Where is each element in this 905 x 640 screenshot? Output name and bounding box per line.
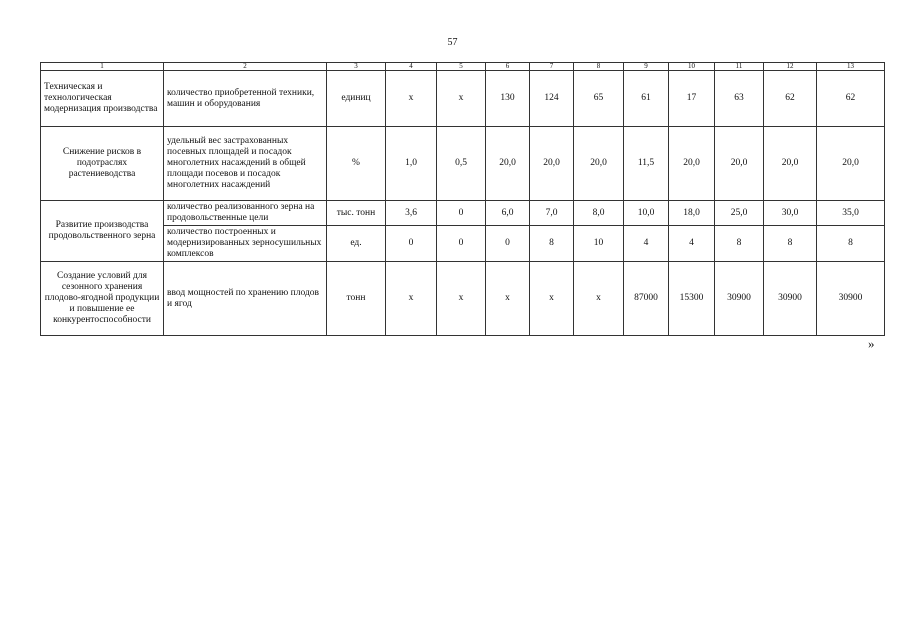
value-cell: 11,5: [624, 127, 669, 201]
value-cell: 8,0: [574, 201, 624, 226]
value-cell: 7,0: [530, 201, 574, 226]
value-cell: 62: [817, 71, 885, 127]
value-cell: 61: [624, 71, 669, 127]
value-cell: 1,0: [386, 127, 437, 201]
column-number: 1: [41, 63, 164, 71]
unit-cell: ед.: [327, 226, 386, 262]
table-row: [41, 71, 885, 127]
value-cell: 4: [669, 226, 715, 262]
value-cell: 30900: [817, 262, 885, 336]
closing-quote: »: [868, 336, 875, 351]
page-number: 57: [447, 37, 458, 48]
column-number: 9: [624, 63, 669, 71]
unit-cell: тыс. тонн: [327, 201, 386, 226]
value-cell: 8: [530, 226, 574, 262]
column-number: 12: [764, 63, 817, 71]
value-cell: 20,0: [530, 127, 574, 201]
value-cell: 20,0: [817, 127, 885, 201]
value-cell: 25,0: [715, 201, 764, 226]
indicator-cell: количество приобретенной техники, машин и оборудования: [164, 71, 327, 127]
value-cell: 30900: [764, 262, 817, 336]
indicators-table: [40, 62, 885, 336]
table-row: [41, 201, 885, 226]
value-cell: х: [530, 262, 574, 336]
goal-cell: Создание условий для сезонного хранения плодово-ягодной продукции и повышение ее конкурентоспособности: [41, 262, 164, 336]
goal-cell: Развитие производства продовольственного зерна: [41, 201, 164, 262]
value-cell: 10,0: [624, 201, 669, 226]
table-row: [41, 127, 885, 201]
value-cell: 0: [437, 226, 486, 262]
value-cell: 87000: [624, 262, 669, 336]
value-cell: 0: [486, 226, 530, 262]
value-cell: х: [386, 71, 437, 127]
value-cell: 20,0: [486, 127, 530, 201]
column-number: 3: [327, 63, 386, 71]
unit-cell: единиц: [327, 71, 386, 127]
value-cell: 30900: [715, 262, 764, 336]
goal-cell: Снижение рисков в подотраслях растениеводства: [41, 127, 164, 201]
column-number: 5: [437, 63, 486, 71]
value-cell: 20,0: [715, 127, 764, 201]
indicator-cell: количество реализованного зерна на продовольственные цели: [164, 201, 327, 226]
value-cell: 4: [624, 226, 669, 262]
indicator-cell: количество построенных и модернизированных зерносушильных комплексов: [164, 226, 327, 262]
value-cell: 17: [669, 71, 715, 127]
value-cell: х: [574, 262, 624, 336]
column-number: 6: [486, 63, 530, 71]
value-cell: 8: [764, 226, 817, 262]
column-number: 2: [164, 63, 327, 71]
value-cell: х: [386, 262, 437, 336]
value-cell: 30,0: [764, 201, 817, 226]
column-number: 10: [669, 63, 715, 71]
value-cell: 20,0: [574, 127, 624, 201]
value-cell: 3,6: [386, 201, 437, 226]
unit-cell: тонн: [327, 262, 386, 336]
indicator-cell: ввод мощностей по хранению плодов и ягод: [164, 262, 327, 336]
value-cell: 0: [386, 226, 437, 262]
unit-cell: %: [327, 127, 386, 201]
value-cell: 6,0: [486, 201, 530, 226]
value-cell: 10: [574, 226, 624, 262]
value-cell: 0: [437, 201, 486, 226]
column-number: 4: [386, 63, 437, 71]
value-cell: 130: [486, 71, 530, 127]
value-cell: 8: [817, 226, 885, 262]
value-cell: 8: [715, 226, 764, 262]
value-cell: 65: [574, 71, 624, 127]
table-row: [41, 262, 885, 336]
value-cell: 124: [530, 71, 574, 127]
value-cell: 20,0: [669, 127, 715, 201]
value-cell: 63: [715, 71, 764, 127]
column-number: 7: [530, 63, 574, 71]
indicator-cell: удельный вес застрахованных посевных площадей и посадок многолетних насаждений в общей площади посевов и посадок многолетних насаждений: [164, 127, 327, 201]
value-cell: 20,0: [764, 127, 817, 201]
value-cell: 15300: [669, 262, 715, 336]
table-row: [41, 226, 885, 262]
goal-cell: Техническая и технологическая модернизация производства: [41, 71, 164, 127]
value-cell: х: [486, 262, 530, 336]
value-cell: 18,0: [669, 201, 715, 226]
column-number-row: [41, 63, 885, 71]
column-number: 11: [715, 63, 764, 71]
value-cell: 35,0: [817, 201, 885, 226]
value-cell: х: [437, 262, 486, 336]
value-cell: 0,5: [437, 127, 486, 201]
value-cell: х: [437, 71, 486, 127]
column-number: 8: [574, 63, 624, 71]
column-number: 13: [817, 63, 885, 71]
value-cell: 62: [764, 71, 817, 127]
